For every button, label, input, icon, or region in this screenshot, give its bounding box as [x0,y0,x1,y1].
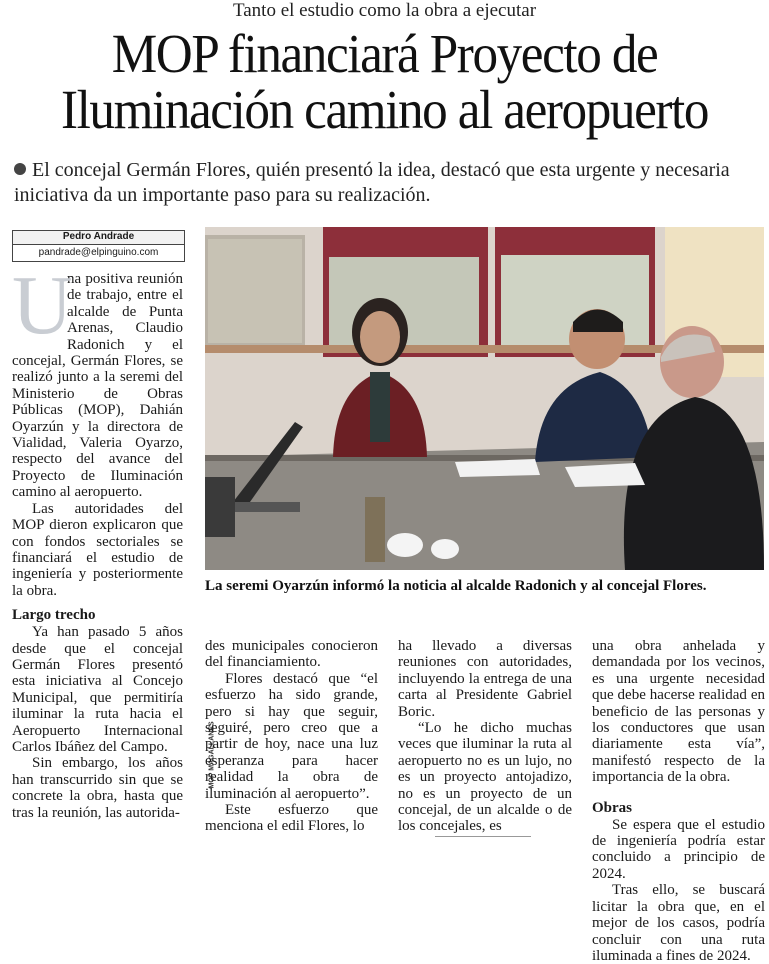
paragraph: na positiva reunión de trabajo, entre el alcalde de Punta Arenas, Claudio Radonich y el concejal, Germán Flores, se realizó junto a la seremi del Ministerio de Obras Públicas (MOP), Dahián Oyarzún y la directora de Vialidad, Valeria Oyarzo, respecto del avance del Proyecto de Iluminación camino al aeropuerto. [12,271,183,501]
paragraph: Tras ello, se buscará licitar la obra que, en el mejor de los casos, podría concluir con una ruta iluminada a fines de 2024. [592,882,765,964]
column-3 [398,638,572,835]
paragraph: ha llevado a diversas reuniones con autoridades, incluyendo la entrega de una carta al Presidente Gabriel Boric. [398,638,572,720]
column-2 [205,638,378,835]
kicker: Tanto el estudio como la obra a ejecutar [232,0,537,21]
paragraph: Sin embargo, los años han transcurrido sin que se concrete la obra, hasta que tras la reunión, las autorida- [12,755,183,821]
paragraph: Ya han pasado 5 años desde que el concejal Germán Flores presentó esta iniciativa al Concejo Municipal, que permitiría iluminar la ruta hacia el Aeropuerto Internacional Carlos Ibáñez del Campo. [12,624,183,755]
paragraph: des municipales conocieron del financiamiento. [205,638,378,671]
paragraph: una obra anhelada y demandada por los vecinos, es una urgente necesidad que debe hacerse realidad en beneficio de las personas y los conductores que usan diariamente esta vía”, manifestó respecto de la importancia de la obra. [592,638,765,786]
bullet-icon [14,163,26,175]
paragraph: Este esfuerzo que menciona el edil Flores, lo [205,802,378,835]
summary [14,158,759,208]
paragraph: Flores destacó que “el esfuerzo ha sido grande, pero si hay que seguir, seguiré, pero creo que a partir de hoy, nace una luz esperanza para hacer realidad la obra de iluminación al aeropuerto”. [205,670,378,802]
paragraph: Las autoridades del MOP dieron explicaron que con fondos sectoriales se financiará el estudio de ingeniería y posteriormente la obra. [12,500,183,599]
paragraph: “Lo he dicho muchas veces que iluminar la ruta al aeropuerto no es un lujo, no es un proyecto antojadizo, no es un proyecto de un concejal, de un alcalde o de los concejales, es [398,720,572,835]
subhead-largo-trecho: Largo trecho [12,607,96,624]
column-divider [435,836,531,837]
photo-caption: La seremi Oyarzún informó la noticia al alcalde Radonich y al concejal Flores. [205,578,707,594]
headline [27,23,742,140]
summary-text: El concejal Germán Flores, quién presentó la idea, destacó que esta urgente y necesaria iniciativa da un importante paso para su realización. [14,159,730,206]
column-1 [12,259,183,821]
paragraph: Se espera que el estudio de ingeniería podría estar concluido a principio de 2024. [592,816,765,882]
headline-line-2: Iluminación camino al aeropuerto [60,79,709,140]
photo-credit: MOP MAGALLANES [208,721,216,789]
drop-cap: U [12,259,73,352]
column-4 [592,638,765,964]
author-email: pandrade@elpinguino.com [38,247,159,258]
byline [12,230,185,262]
author-name: Pedro Andrade [13,231,184,245]
headline-line-1: MOP financiará Proyecto de [111,23,658,84]
subhead-obras: Obras [592,799,633,816]
